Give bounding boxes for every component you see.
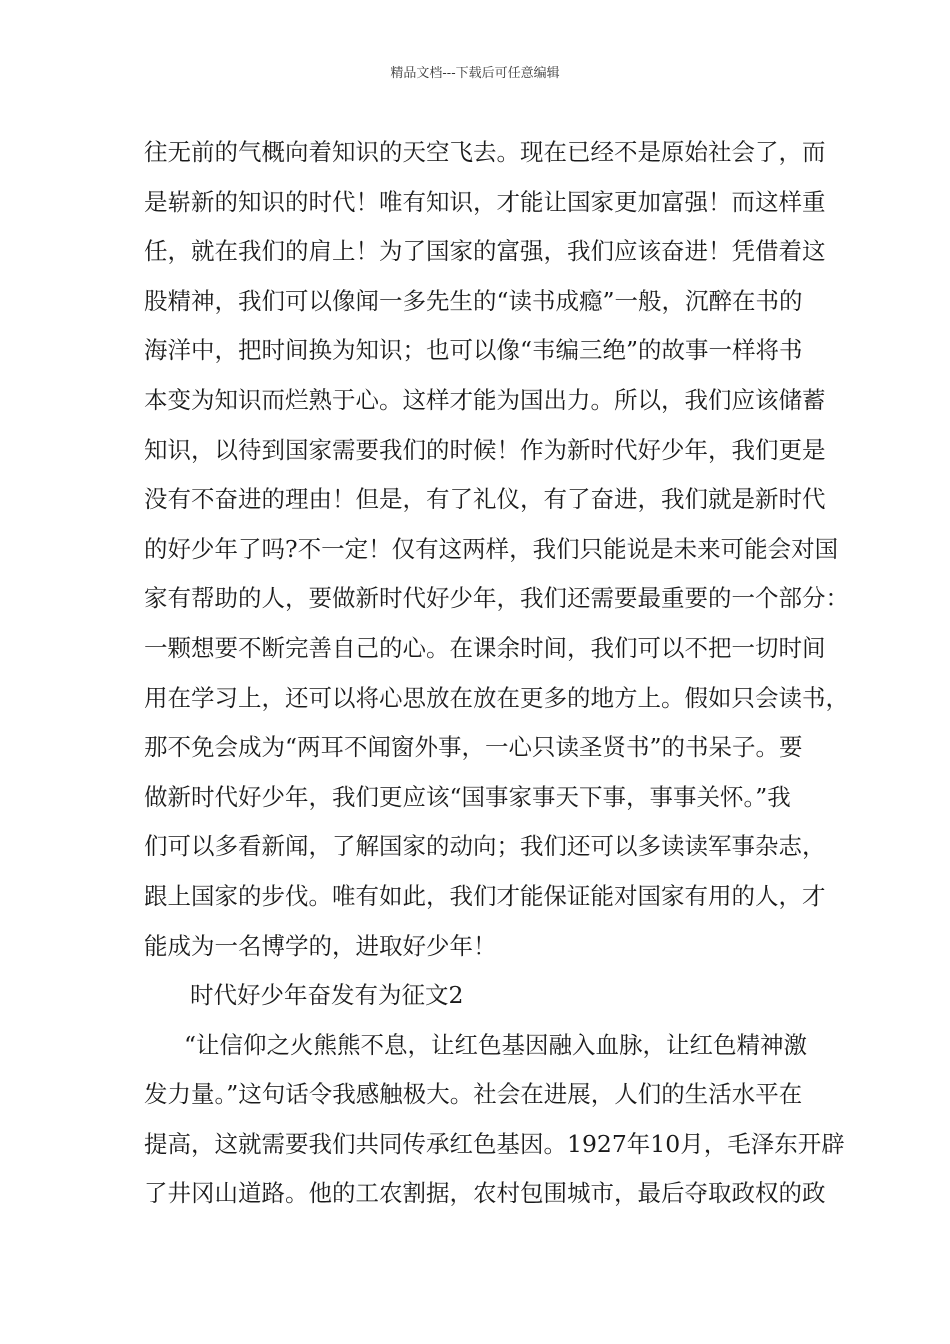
text-line: 做新时代好少年，我们更应该“国事家事天下事，事事关怀。”我 bbox=[144, 782, 791, 811]
text-line: 股精神，我们可以像闻一多先生的“读书成瘾”一般，沉醉在书的 bbox=[144, 286, 803, 315]
section-heading: 时代好少年奋发有为征文2 bbox=[190, 981, 464, 1010]
text-line: 没有不奋进的理由！但是，有了礼仪，有了奋进，我们就是新时代 bbox=[144, 485, 826, 514]
text-line: “让信仰之火熊熊不息，让红色基因融入血脉，让红色精神激 bbox=[184, 1030, 808, 1059]
text-line: 了井冈山道路。他的工农割据，农村包围城市，最后夺取政权的政 bbox=[144, 1179, 826, 1208]
text-line: 用在学习上，还可以将心思放在放在更多的地方上。假如只会读书， bbox=[144, 683, 849, 712]
text-line: 发力量。”这句话令我感触极大。社会在进展，人们的生活水平在 bbox=[144, 1080, 803, 1109]
text-line: 任，就在我们的肩上！为了国家的富强，我们应该奋进！凭借着这 bbox=[144, 237, 826, 266]
text-line: 的好少年了吗?不一定！仅有这两样，我们只能说是未来可能会对国 bbox=[144, 534, 839, 563]
document-body bbox=[144, 128, 849, 1219]
text-line: 是崭新的知识的时代！唯有知识，才能让国家更加富强！而这样重 bbox=[144, 187, 826, 216]
text-line: 提高，这就需要我们共同传承红色基因。1927年10月，毛泽东开辟 bbox=[144, 1129, 845, 1158]
text-line: 本变为知识而烂熟于心。这样才能为国出力。所以，我们应该储蓄 bbox=[144, 385, 826, 414]
text-line: 知识，以待到国家需要我们的时候！作为新时代好少年，我们更是 bbox=[144, 435, 826, 464]
text-line: 跟上国家的步伐。唯有如此，我们才能保证能对国家有用的人，才 bbox=[144, 881, 826, 910]
page-header: 精品文档---下载后可任意编辑 bbox=[390, 66, 560, 81]
text-line: 能成为一名博学的，进取好少年！ bbox=[144, 931, 497, 960]
text-line: 家有帮助的人，要做新时代好少年，我们还需要最重要的一个部分： bbox=[144, 584, 849, 613]
text-line: 那不免会成为“两耳不闻窗外事，一心只读圣贤书”的书呆子。要 bbox=[144, 733, 803, 762]
text-line: 海洋中，把时间换为知识；也可以像“韦编三绝”的故事一样将书 bbox=[144, 336, 803, 365]
text-line: 往无前的气概向着知识的天空飞去。现在已经不是原始社会了，而 bbox=[144, 138, 826, 166]
text-line: 一颗想要不断完善自己的心。在课余时间，我们可以不把一切时间 bbox=[144, 633, 826, 662]
text-line: 们可以多看新闻，了解国家的动向；我们还可以多读读军事杂志， bbox=[144, 832, 826, 861]
